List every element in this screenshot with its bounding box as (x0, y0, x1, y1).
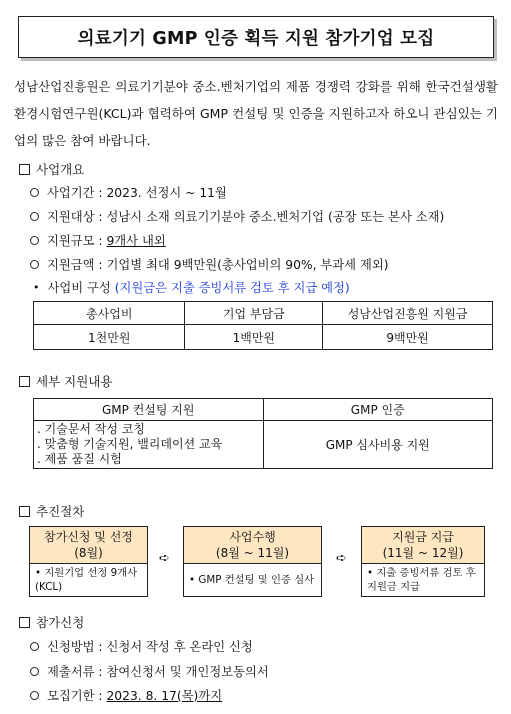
section-overview (19, 160, 84, 178)
circle-bullet-icon (30, 212, 39, 221)
process-step-body: • 지원기업 선정 9개사 (KCL) (35, 567, 138, 593)
apply-deadline-label: 모집기한 : (47, 689, 107, 703)
detail-table-body-row (34, 421, 493, 469)
dot-bullet-icon: • (33, 280, 40, 294)
circle-bullet-icon (30, 642, 39, 651)
overview-cost-note: (지원금은 지출 증빙서류 검토 후 지급 예정) (114, 281, 350, 295)
circle-bullet-icon (30, 188, 39, 197)
overview-scale-value: 9개사 내외 (106, 234, 166, 248)
overview-period (30, 183, 227, 201)
section-process-heading: 추진절차 (36, 504, 85, 519)
apply-docs (30, 662, 269, 680)
cost-header-support: 성남산업진흥원 지원금 (323, 302, 493, 325)
detail-table-header-row (34, 399, 493, 421)
apply-docs-text: 제출서류 : 참여신청서 및 개인정보동의서 (47, 665, 269, 679)
process-step-title: 지원금 지급 (392, 530, 454, 544)
detail-consulting-line: . 제품 품질 시험 (37, 452, 122, 466)
process-step-header (184, 527, 321, 564)
overview-amount-text: 지원금액 : 기업별 최대 9백만원(총사업비의 90%, 부과세 제외) (47, 258, 389, 272)
overview-scale-label: 지원규모 : (47, 234, 107, 248)
overview-amount (30, 255, 389, 273)
cost-header-total: 총사업비 (34, 302, 185, 325)
section-overview-heading: 사업개요 (36, 162, 85, 177)
page-title (18, 16, 494, 58)
section-detail (19, 372, 112, 390)
apply-method-text: 신청방법 : 신청서 작성 후 온라인 신청 (47, 640, 253, 654)
cost-value-total: 1천만원 (34, 325, 185, 350)
detail-table (33, 398, 493, 469)
overview-cost (33, 278, 350, 296)
section-apply-heading: 참가신청 (36, 615, 85, 630)
detail-header-consulting: GMP 컨설팅 지원 (34, 399, 264, 421)
process-step-period: (8월) (74, 546, 103, 560)
cost-table (33, 301, 493, 350)
cost-value-support: 9백만원 (323, 325, 493, 350)
process-step-title: 사업수행 (229, 530, 276, 544)
process-step-period: (11월 ~ 12월) (382, 546, 464, 560)
circle-bullet-icon (30, 260, 39, 269)
overview-scale (30, 231, 166, 249)
cost-header-company: 기업 부담금 (185, 302, 323, 325)
detail-consulting-cell (34, 421, 264, 469)
cost-table-value-row (34, 325, 493, 350)
cost-table-header-row (34, 302, 493, 325)
checkbox-square-icon (19, 376, 30, 387)
circle-bullet-icon (30, 667, 39, 676)
process-step-body: • 지출 증빙서류 검토 후 지원금 지급 (367, 567, 476, 593)
page-title-text: 의료기기 GMP 인증 획득 지원 참가기업 모집 (77, 28, 435, 49)
detail-consulting-line: . 맞춤형 기술지원, 밸리데이션 교육 (37, 437, 223, 451)
checkbox-square-icon (19, 164, 30, 175)
circle-bullet-icon (30, 691, 39, 700)
apply-deadline (30, 686, 222, 704)
intro-paragraph: 성남산업진흥원은 의료기기분야 중소.벤처기업의 제품 경쟁력 강화를 위해 한국건설생활환경시험연구원(KCL)과 협력하여 GMP 컨설팅 및 인증을 지원하고자 하오니 관심있는 기업의 많은 참여 바랍니다. (14, 79, 498, 148)
section-detail-heading: 세부 지원내용 (36, 374, 113, 389)
process-step-header (362, 527, 484, 564)
process-step-payment (361, 526, 485, 597)
overview-period-text: 사업기간 : 2023. 선정시 ~ 11월 (47, 186, 227, 200)
process-step-apply (29, 526, 148, 597)
process-step-period: (8월 ~ 11월) (215, 546, 290, 560)
apply-method (30, 637, 253, 655)
process-step-header (30, 527, 147, 564)
checkbox-square-icon (19, 506, 30, 517)
overview-target-text: 지원대상 : 성남시 소재 의료기기분야 중소.벤처기업 (공장 또는 본사 소재) (47, 210, 445, 224)
arrow-right-icon: ➪ (336, 551, 347, 566)
arrow-right-icon: ➪ (159, 551, 170, 566)
apply-deadline-value: 2023. 8. 17(목)까지 (106, 689, 223, 703)
checkbox-square-icon (19, 617, 30, 628)
section-process (19, 502, 84, 520)
section-apply (19, 613, 84, 631)
detail-cert-cell: GMP 심사비용 지원 (263, 421, 493, 469)
process-step-body: • GMP 컨설팅 및 인증 심사 (189, 574, 315, 586)
overview-cost-label: 사업비 구성 (47, 281, 115, 295)
overview-target (30, 207, 444, 225)
cost-value-company: 1백만원 (185, 325, 323, 350)
circle-bullet-icon (30, 236, 39, 245)
detail-consulting-line: . 기술문서 작성 코칭 (37, 422, 145, 436)
process-step-execute (183, 526, 322, 597)
process-step-title: 참가신청 및 선정 (44, 530, 133, 544)
detail-header-cert: GMP 인증 (263, 399, 493, 421)
